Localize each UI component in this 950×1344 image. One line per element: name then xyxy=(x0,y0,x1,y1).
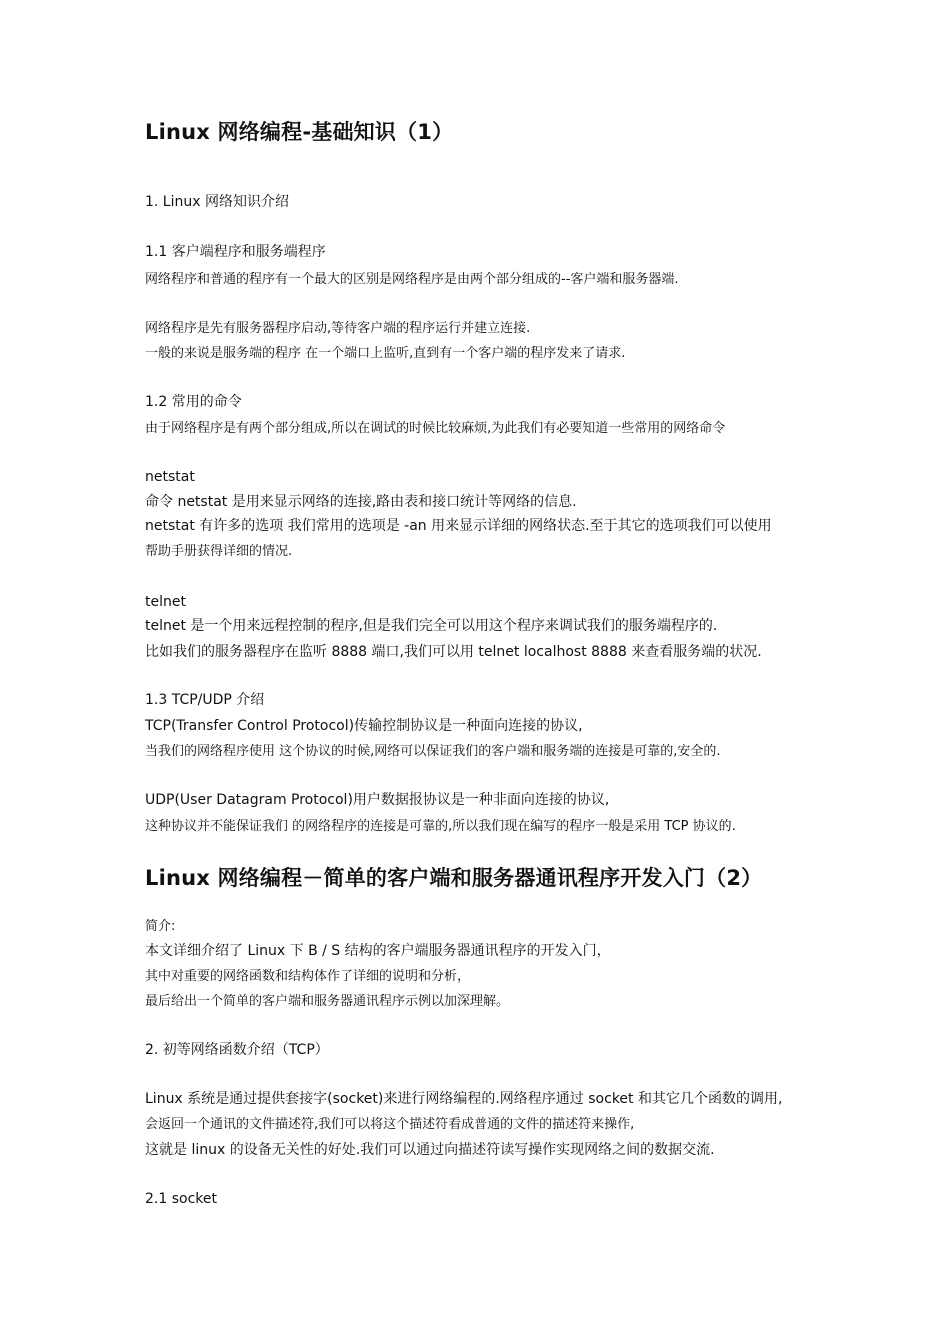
section-title: Linux 网络编程－简单的客户端和服务器通讯程序开发入门（2） xyxy=(145,866,763,890)
paragraph-line: 本文详细介绍了 Linux 下 B / S 结构的客户端服务器通讯程序的开发入门， xyxy=(145,943,611,959)
paragraph-line: 一般的来说是服务端的程序 在一个端口上监听,直到有一个客户端的程序发来了请求. xyxy=(145,346,626,361)
paragraph-line: 会返回一个通讯的文件描述符,我们可以将这个描述符看成普通的文件的描述符来操作, xyxy=(145,1117,635,1132)
command-name: netstat xyxy=(145,469,195,485)
paragraph-line: 简介: xyxy=(145,919,176,934)
paragraph-line: TCP(Transfer Control Protocol)传输控制协议是一种面向连接的协议, xyxy=(145,718,583,734)
heading-1-2: 1.2 常用的命令 xyxy=(145,394,242,410)
section-title: Linux 网络编程-基础知识（1） xyxy=(145,120,454,144)
paragraph-line: 这种协议并不能保证我们 的网络程序的连接是可靠的,所以我们现在编写的程序一般是采用 TCP 协议的. xyxy=(145,819,736,834)
paragraph-line: 这就是 linux 的设备无关性的好处.我们可以通过向描述符读写操作实现网络之间的数据交流. xyxy=(145,1142,715,1158)
heading-1: 1. Linux 网络知识介绍 xyxy=(145,194,289,210)
paragraph-line: 其中对重要的网络函数和结构体作了详细的说明和分析， xyxy=(145,969,471,984)
paragraph-line: 由于网络程序是有两个部分组成,所以在调试的时候比较麻烦,为此我们有必要知道一些常用的网络命令 xyxy=(145,421,726,436)
paragraph-line: 当我们的网络程序使用 这个协议的时候,网络可以保证我们的客户端和服务端的连接是可靠的,安全的. xyxy=(145,744,721,759)
paragraph-line: 最后给出一个简单的客户端和服务器通讯程序示例以加深理解。 xyxy=(145,994,510,1009)
paragraph-line: 网络程序是先有服务器程序启动,等待客户端的程序运行并建立连接. xyxy=(145,321,531,336)
heading-2: 2. 初等网络函数介绍（TCP） xyxy=(145,1042,329,1058)
paragraph-line: 比如我们的服务器程序在监听 8888 端口,我们可以用 telnet localhost 8888 来查看服务端的状况. xyxy=(145,644,762,660)
paragraph-line: netstat 有许多的选项 我们常用的选项是 -an 用来显示详细的网络状态.至于其它的选项我们可以使用 xyxy=(145,518,772,534)
heading-1-1: 1.1 客户端程序和服务端程序 xyxy=(145,244,326,260)
paragraph-line: 命令 netstat 是用来显示网络的连接,路由表和接口统计等网络的信息. xyxy=(145,494,577,510)
paragraph-line: telnet 是一个用来远程控制的程序,但是我们完全可以用这个程序来调试我们的服务端程序的. xyxy=(145,618,718,634)
heading-1-3: 1.3 TCP/UDP 介绍 xyxy=(145,692,265,708)
command-name: telnet xyxy=(145,594,186,610)
paragraph-line: 帮助手册获得详细的情况. xyxy=(145,544,293,559)
paragraph-line: 网络程序和普通的程序有一个最大的区别是网络程序是由两个部分组成的--客户端和服务器端. xyxy=(145,272,679,287)
paragraph-line: Linux 系统是通过提供套接字(socket)来进行网络编程的.网络程序通过 socket 和其它几个函数的调用, xyxy=(145,1091,783,1107)
paragraph-line: UDP(User Datagram Protocol)用户数据报协议是一种非面向连接的协议, xyxy=(145,792,610,808)
heading-2-1: 2.1 socket xyxy=(145,1191,217,1207)
